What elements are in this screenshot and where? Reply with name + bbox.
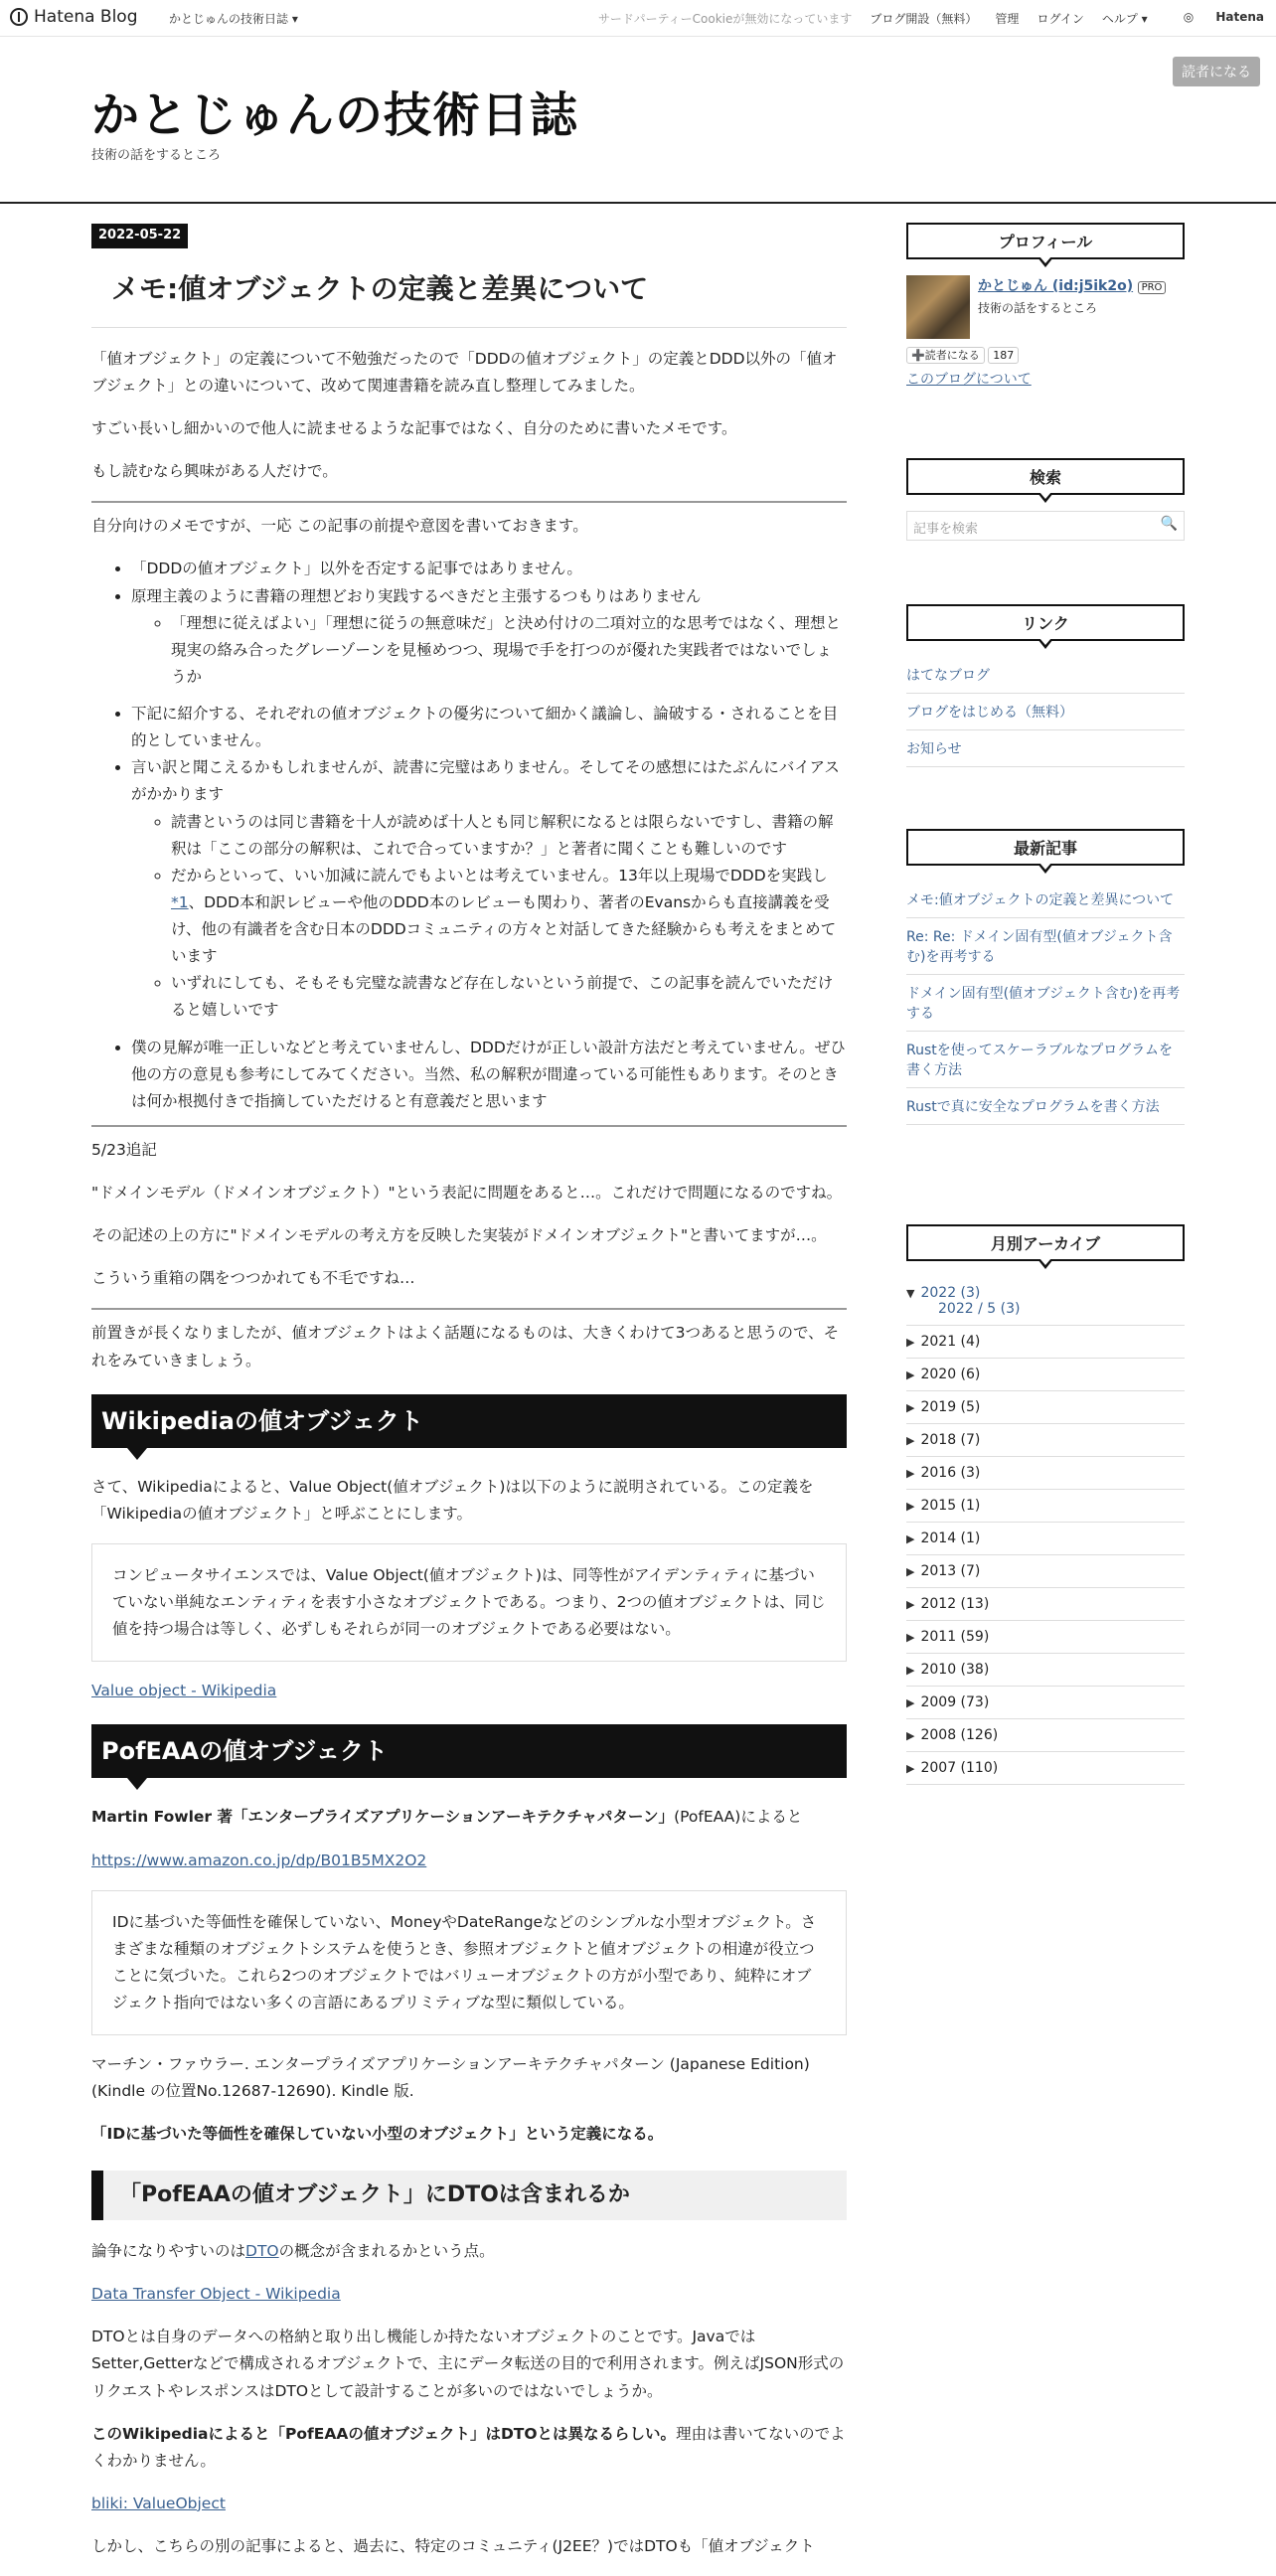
archive-label: 2016 (3)	[920, 1465, 981, 1481]
list-item	[131, 583, 847, 692]
recent-entry[interactable]: Rustで真に安全なプログラムを書く方法	[906, 1088, 1185, 1125]
archive-month[interactable]: 2022 / 5 (3)	[938, 1301, 1021, 1317]
plus-icon: ➕	[911, 349, 925, 362]
recent-entry[interactable]: Rustを使ってスケーラブルなプログラムを書く方法	[906, 1032, 1185, 1088]
list-item	[131, 754, 847, 1024]
divider	[91, 501, 847, 503]
quote-text: コンピュータサイエンスでは、Value Object(値オブジェクト)は、同等性がアイデンティティに基づいていない単純なエンティティを表す小さなオブジェクトである。つまり、2つの値オブジェクトは、同じ値を持つ場合は等しく、必ずしもそれらが同一のオブジェクトである必要はない。	[112, 1565, 826, 1639]
entry-date[interactable]: 2022-05-22	[91, 224, 188, 248]
archive-label: 2021 (4)	[920, 1334, 981, 1350]
list-item: • 下記に紹介する、それぞれの値オブジェクトの優劣について細かく議論し、論破する・されることを目的としていません。	[131, 701, 847, 754]
triangle-right-icon[interactable]: ▶	[906, 1565, 915, 1578]
bold-text: このWikipediaによると「PofEAAの値オブジェクト」はDTOとは異なるらしい。	[91, 2424, 677, 2443]
citation: マーチン・ファウラー. エンタープライズアプリケーションアーキテクチャパターン (Japanese Edition) (Kindle の位置No.12687-12690). Kindle 版.	[91, 2055, 810, 2101]
triangle-right-icon[interactable]: ▶	[906, 1664, 915, 1677]
archive-year[interactable]	[906, 1359, 1185, 1391]
list-item: • 「DDDの値オブジェクト」以外を否定する記事ではありません。	[131, 556, 847, 582]
archive-title: 月別アーカイブ	[906, 1224, 1185, 1261]
quote-text: IDに基づいた等価性を確保していない、MoneyやDateRangeなどのシンプルな小型オブジェクト。さまざまな種類のオブジェクトシステムを使うとき、参照オブジェクトと値オブジェクトの相違が役立つことに気づいた。これら2つのオブジェクトではバリューオブジェクトの方が小型であり、純粋にオブジェクト指向ではない多くの言語にあるプリミティブな型に類似している。	[112, 1912, 817, 2012]
heading-dto: 「PofEAAの値オブジェクト」にDTOは含まれるか	[91, 2171, 847, 2221]
archive-year[interactable]	[906, 1523, 1185, 1555]
search-module	[906, 458, 1185, 541]
list-item-text: 、DDD本和訳レビューや他のDDD本のレビューも関わり、著者のEvansからも直接講義を受け、他の有識者を含む日本のDDDコミュニティの方々と対話してきた経験からも考えをまとめています	[171, 892, 837, 966]
profile-name[interactable]: かとじゅん (id:j5ik2o)	[978, 278, 1134, 294]
archive-label: 2011 (59)	[920, 1629, 990, 1645]
archive-year[interactable]	[906, 1490, 1185, 1523]
archive-year[interactable]	[906, 1752, 1185, 1785]
paragraph	[91, 2121, 847, 2148]
dto-link[interactable]: DTO	[245, 2242, 279, 2260]
text: の概念が含まれるかという点。	[278, 2242, 495, 2260]
triangle-right-icon[interactable]: ▶	[906, 1401, 915, 1414]
divider	[91, 1125, 847, 1127]
follow-label: 読者になる	[924, 349, 980, 362]
search-icon[interactable]: 🔍	[1160, 516, 1178, 532]
paragraph: "ドメインモデル（ドメインオブジェクト）"という表記に問題をあると…。これだけで問題になるのですね。	[91, 1184, 843, 1202]
profile-description: 技術の話をするところ	[978, 301, 1098, 315]
archive-label: 2020 (6)	[920, 1367, 981, 1382]
archive-year[interactable]	[906, 1654, 1185, 1687]
paragraph	[91, 1804, 847, 1831]
amazon-link[interactable]: https://www.amazon.co.jp/dp/B01B5MX2O2	[91, 1851, 427, 1869]
open-blog-link[interactable]: ブログ開設（無料）	[870, 12, 978, 26]
triangle-right-icon[interactable]: ▶	[906, 1500, 915, 1513]
links-title: リンク	[906, 604, 1185, 641]
blog-description: 技術の話をするところ	[91, 148, 222, 163]
triangle-right-icon[interactable]: ▶	[906, 1631, 915, 1644]
paragraph: 自分向けのメモですが、一応 この記事の前提や意図を書いておきます。	[91, 517, 588, 536]
archive-year[interactable]	[906, 1424, 1185, 1457]
recent-entry[interactable]: メモ:値オブジェクトの定義と差異について	[906, 882, 1185, 918]
follower-count: 187	[988, 347, 1019, 364]
archive-year[interactable]	[906, 1588, 1185, 1621]
recent-title: 最新記事	[906, 829, 1185, 866]
blog-title[interactable]: かとじゅんの技術日誌	[91, 87, 579, 143]
archive-year[interactable]	[906, 1687, 1185, 1719]
archive-label: 2012 (13)	[920, 1596, 990, 1612]
triangle-down-icon[interactable]: ▼	[906, 1287, 915, 1300]
divider	[91, 1308, 847, 1310]
triangle-right-icon[interactable]: ▶	[906, 1532, 915, 1545]
paragraph: しかし、こちらの別の記事によると、過去に、特定のコミュニティ(J2EE？)ではDTOも「値オブジェクト	[91, 2537, 815, 2555]
archive-label: 2008 (126)	[920, 1727, 999, 1743]
paragraph: もし読むなら興味がある人だけで。	[91, 462, 338, 481]
hatena-icon: ◎	[1183, 10, 1198, 24]
list-item-text: 原理主義のように書籍の理想どおり実践するべきだと主張するつもりはありません	[131, 586, 702, 605]
archive-year[interactable]	[906, 1326, 1185, 1359]
recent-entries-module	[906, 829, 1185, 1125]
archive-year-open[interactable]	[906, 1277, 1185, 1326]
login-link[interactable]: ログイン	[1037, 12, 1084, 26]
profile-title: プロフィール	[906, 223, 1185, 259]
search-placeholder: 記事を検索	[913, 522, 979, 537]
triangle-right-icon[interactable]: ▶	[906, 1696, 915, 1709]
triangle-right-icon[interactable]: ▶	[906, 1336, 915, 1349]
archive-label: 2010 (38)	[920, 1662, 990, 1678]
paragraph	[91, 2238, 847, 2265]
profile-module	[906, 223, 1185, 389]
list-item: ◦ 「理想に従えばよい」「理想に従うの無意味だ」と決め付けの二項対立的な思考ではなく、理想と現実の絡み合ったグレーゾーンを見極めつつ、現場で手を打つのが優れた実践者ではないでしょうか	[171, 610, 847, 691]
archive-label: 2007 (110)	[920, 1760, 999, 1776]
hatena-link[interactable]	[1166, 10, 1264, 27]
article	[91, 221, 847, 2576]
bold-text: 「IDに基づいた等価性を確保していない小型のオブジェクト」という定義になる。	[91, 2125, 664, 2144]
text: 論争になりやすいのは	[91, 2242, 246, 2260]
list-item: • 僕の見解が唯一正しいなどと考えていませんし、DDDだけが正しい設計方法だと考えていません。ぜひ他の方の意見も参考にしてみてください。当然、私の解釈が間違っている可能性もあります。そのときは何か根拠付きで指摘していただけると有意義だと思います	[131, 1035, 847, 1115]
help-menu[interactable]: ヘルプ ▾	[1101, 12, 1148, 26]
entry-title[interactable]: メモ:値オブジェクトの定義と差異について	[111, 271, 649, 305]
archive-year[interactable]	[906, 1457, 1185, 1490]
archive-label: 2013 (7)	[920, 1563, 981, 1579]
paragraph: 「値オブジェクト」の定義について不勉強だったので「DDDの値オブジェクト」の定義とDDD以外の「値オブジェクト」との違いについて、改めて関連書籍を読み直し整理してみました。	[91, 349, 838, 395]
blog-header	[0, 37, 1276, 204]
archive-label: 2015 (1)	[920, 1498, 981, 1514]
paragraph	[91, 2421, 847, 2475]
divider	[91, 327, 847, 328]
archive-year[interactable]	[906, 1621, 1185, 1654]
list-item-text: 言い訳と聞こえるかもしれませんが、読書に完璧はありません。そしてその感想にはたぶんにバイアスがかかります	[131, 758, 840, 804]
paragraph: すごい長いし細かいので他人に読ませるような記事ではなく、自分のために書いたメモです。	[91, 419, 737, 437]
follow-button[interactable]: 読者になる	[1173, 57, 1260, 86]
link-item[interactable]: お知らせ	[906, 730, 1185, 767]
blockquote	[91, 1890, 847, 2036]
dto-wikipedia-link[interactable]: Data Transfer Object - Wikipedia	[91, 2285, 341, 2304]
archive-year[interactable]	[906, 1391, 1185, 1424]
archive-label: 2014 (1)	[920, 1530, 981, 1546]
list-item: ◦ いずれにしても、そもそも完璧な読書など存在しないという前提で、この記事を読んでいただけると嬉しいです	[171, 970, 847, 1024]
archive-module	[906, 1224, 1185, 1785]
blockquote	[91, 1543, 847, 1662]
premise-list	[91, 556, 847, 1115]
triangle-right-icon[interactable]: ▶	[906, 1729, 915, 1742]
links-module	[906, 604, 1185, 767]
paragraph: その記述の上の方に"ドメインモデルの考え方を反映した実装がドメインオブジェクト"と書いてますが…。	[91, 1226, 827, 1245]
archive-label: 2018 (7)	[920, 1432, 981, 1448]
profile-follow-button[interactable]	[906, 347, 985, 364]
text: 理由は書いてないのでよくわかりません。	[91, 2424, 846, 2470]
hatena-text: Hatena	[1215, 10, 1264, 24]
search-input[interactable]	[906, 511, 1185, 541]
triangle-right-icon[interactable]: ▶	[906, 1762, 915, 1775]
blog-menu[interactable]: かとじゅんの技術日誌 ▾	[169, 12, 298, 26]
hatena-blog-logo[interactable]	[10, 7, 138, 27]
avatar[interactable]	[906, 275, 970, 339]
text: (PofEAA)によると	[674, 1808, 803, 1827]
pro-badge: PRO	[1138, 281, 1167, 294]
logo-text: Hatena Blog	[34, 7, 138, 27]
bliki-link[interactable]: bliki: ValueObject	[91, 2494, 226, 2512]
cookie-notice: サードパーティーCookieが無効になっています	[597, 12, 853, 26]
recent-entry[interactable]: Re: Re: ドメイン固有型(値オブジェクト含む)を再考する	[906, 918, 1185, 975]
triangle-right-icon[interactable]: ▶	[906, 1368, 915, 1381]
list-item: ◦ 読書というのは同じ書籍を十人が読めば十人とも同じ解釈になるとは限らないですし、書籍の解釈は「ここの部分の解釈は、これで合っていますか？」と著者に聞くことも難しいのです	[171, 809, 847, 863]
bold-text: Martin Fowler 著「エンタープライズアプリケーションアーキテクチャパターン」	[91, 1808, 675, 1827]
global-header	[0, 0, 1276, 37]
triangle-right-icon[interactable]: ▶	[906, 1598, 915, 1611]
heading-wikipedia: Wikipediaの値オブジェクト	[91, 1394, 847, 1448]
archive-year[interactable]	[906, 1719, 1185, 1752]
hatena-logo-icon	[10, 8, 28, 26]
paragraph: DTOとは自身のデータへの格納と取り出し機能しか持たないオブジェクトのことです。JavaではSetter,Getterなどで構成されるオブジェクトで、主にデータ転送の目的で利用されます。例えばJSON形式のリクエストやレスポンスはDTOとして設計することが多いのではないでしょうか。	[91, 2328, 845, 2400]
list-item	[171, 863, 847, 971]
recent-entry[interactable]: ドメイン固有型(値オブジェクト含む)を再考する	[906, 975, 1185, 1032]
addendum-date: 5/23追記	[91, 1140, 157, 1159]
footnote-link[interactable]: *1	[171, 892, 189, 911]
archive-year[interactable]	[906, 1555, 1185, 1588]
link-item[interactable]: はてなブログ	[906, 657, 1185, 694]
search-title: 検索	[906, 458, 1185, 495]
triangle-right-icon[interactable]: ▶	[906, 1434, 915, 1447]
paragraph: さて、Wikipediaによると、Value Object(値オブジェクト)は以下のように説明されている。この定義を「Wikipediaの値オブジェクト」と呼ぶことにします。	[91, 1477, 814, 1523]
archive-label: 2019 (5)	[920, 1399, 981, 1415]
list-item-text: だからといって、いい加減に読んでもよいとは考えていません。13年以上現場でDDDを実践し	[171, 866, 828, 885]
admin-link[interactable]: 管理	[995, 12, 1020, 26]
heading-pofeaa: PofEAAの値オブジェクト	[91, 1724, 847, 1778]
about-blog-link[interactable]: このブログについて	[906, 372, 1032, 388]
archive-label: 2009 (73)	[920, 1694, 990, 1710]
paragraph: 前置きが長くなりましたが、値オブジェクトはよく話題になるものは、大きくわけて3つあると思うので、それをみていきましょう。	[91, 1324, 840, 1369]
triangle-right-icon[interactable]: ▶	[906, 1467, 915, 1480]
wikipedia-link[interactable]: Value object - Wikipedia	[91, 1682, 277, 1700]
link-item[interactable]: ブログをはじめる（無料）	[906, 694, 1185, 730]
paragraph: こういう重箱の隅をつつかれても不毛ですね…	[91, 1269, 415, 1288]
archive-label: 2022 (3)	[920, 1285, 981, 1301]
